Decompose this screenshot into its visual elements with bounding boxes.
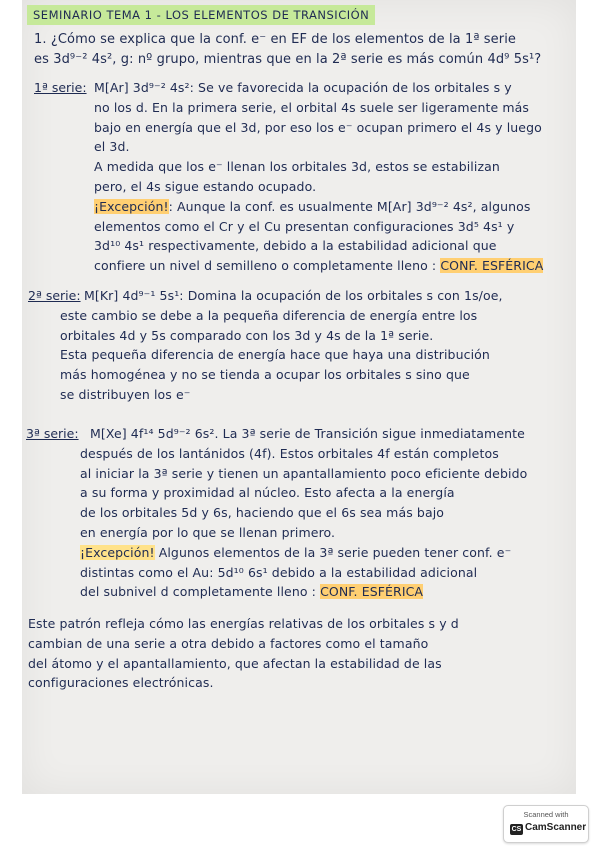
section-1-line: bajo en energía que el 3d, por eso los e⁻ ocupan primero el 4s y luego — [94, 119, 542, 135]
section-2-line: Esta pequeña diferencia de energía hace que haya una distribución — [60, 347, 490, 363]
section-1-exception-text: : Aunque la conf. es usualmente M[Ar] 3d⁹⁻² 4s², algunos — [168, 198, 531, 214]
section-2-body — [60, 286, 503, 405]
section-3-label: 3ª serie: — [26, 426, 79, 441]
section-3-line: a su forma y proximidad al núcleo. Esto afecta a la energía — [80, 485, 455, 501]
section-3-exception-line — [80, 543, 527, 563]
conclusion-line: Este patrón refleja cómo las energías relativas de los orbitales s y d — [28, 616, 459, 631]
question-line: 1. ¿Cómo se explica que la conf. e⁻ en EF de los elementos de la 1ª serie — [34, 32, 517, 47]
conf-esferica-highlight: CONF. ESFÉRICA — [440, 258, 544, 274]
section-3-line: en energía por lo que se llenan primero. — [80, 524, 336, 540]
section-3-line: de los orbitales 5d y 6s, haciendo que el 6s sea más bajo — [80, 505, 445, 521]
section-1-line: A medida que los e⁻ llenan los orbitales 3d, estos se estabilizan — [94, 159, 500, 175]
section-1-exception-line — [94, 256, 543, 276]
section-1-line: no los d. En la primera serie, el orbital 4s suele ser ligeramente más — [94, 99, 529, 115]
section-1-label: 1ª serie: — [34, 80, 87, 95]
section-3-line: después de los lantánidos (4f). Estos orbitales 4f están completos — [80, 445, 499, 461]
section-1-line: M[Ar] 3d⁹⁻² 4s²: Se ve favorecida la ocupación de los orbitales s y — [94, 80, 512, 95]
section-1-line: el 3d. — [94, 139, 130, 155]
page-title: SEMINARIO TEMA 1 - LOS ELEMENTOS DE TRANSICIÓN — [27, 5, 375, 25]
section-3-line: M[Xe] 4f¹⁴ 5d⁹⁻² 6s². La 3ª serie de Transición sigue inmediatamente — [90, 426, 525, 441]
section-3-body — [80, 424, 528, 602]
exception-highlight: ¡Excepción! — [94, 198, 169, 214]
section-2-line: orbitales 4d y 5s comparado con los 3d y 4s de la 1ª serie. — [60, 327, 434, 343]
section-1-exception-line: elementos como el Cr y el Cu presentan configuraciones 3d⁵ 4s¹ y — [94, 218, 515, 234]
conclusion — [28, 614, 459, 693]
section-2-line: M[Kr] 4d⁹⁻¹ 5s¹: Domina la ocupación de los orbitales s con 1s/oe, — [84, 288, 503, 303]
section-3-exception-text: del subnivel d completamente lleno : — [80, 584, 316, 600]
section-3-line: al iniciar la 3ª serie y tienen un apantallamiento poco eficiente debido — [80, 465, 528, 481]
question — [34, 30, 541, 70]
section-2-line: este cambio se debe a la pequeña diferencia de energía entre los — [60, 307, 478, 323]
section-2-label: 2ª serie: — [28, 288, 81, 303]
conclusion-line: cambian de una serie a otra debido a factores como el tamaño — [28, 635, 429, 651]
section-3-exception-line: distintas como el Au: 5d¹⁰ 6s¹ debido a la estabilidad adicional — [80, 564, 478, 580]
section-1-body — [94, 78, 543, 276]
section-1-exception-line — [94, 197, 543, 217]
question-line: es 3d⁹⁻² 4s², g: nº grupo, mientras que en la 2ª serie es más común 4d⁹ 5s¹? — [34, 51, 542, 67]
section-2-line: más homogénea y no se tienda a ocupar los orbitales s sino que — [60, 367, 470, 383]
exception-highlight: ¡Excepción! — [80, 544, 155, 560]
section-3-exception-text: Algunos elementos de la 3ª serie pueden tener conf. e⁻ — [154, 544, 512, 560]
section-1-exception-text: confiere un nivel d semilleno o completamente lleno : — [94, 258, 437, 274]
conf-esferica-highlight: CONF. ESFÉRICA — [320, 584, 424, 600]
section-1-exception-line: 3d¹⁰ 4s¹ respectivamente, debido a la estabilidad adicional que — [94, 238, 497, 254]
conclusion-line: configuraciones electrónicas. — [28, 675, 214, 691]
conclusion-line: del átomo y el apantallamiento, que afectan la estabilidad de las — [28, 655, 442, 671]
camscanner-brand: CamScanner — [525, 822, 587, 833]
camscanner-watermark — [503, 805, 589, 843]
notebook-page — [22, 0, 576, 794]
scanned-with-text: Scanned with — [523, 810, 569, 819]
section-3-exception-line — [80, 582, 527, 602]
section-1-line: pero, el 4s sigue estando ocupado. — [94, 178, 317, 194]
section-2-line: se distribuyen los e⁻ — [60, 386, 191, 402]
camscanner-logo-icon: CS — [511, 826, 522, 833]
